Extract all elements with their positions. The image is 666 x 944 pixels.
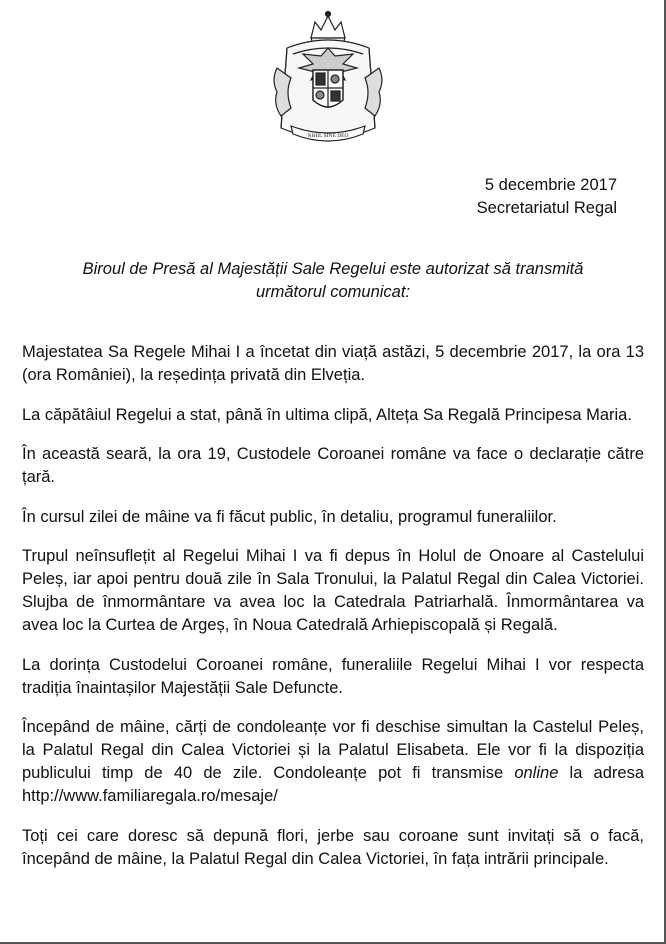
condolences-text-after: la adresa http://www.familiaregala.ro/mesaje/	[22, 764, 645, 805]
paragraph-tradition: La dorința Custodelui Coroanei române, funeraliile Regelui Mihai I vor respecta tradiția înaintașilor Majestății Sale Defuncte.	[22, 655, 644, 697]
paragraph-lying-in-state: Trupul neînsuflețit al Regelui Mihai I va fi depus în Holul de Onoare al Castelului Peleș, iar apoi pentru două zile în Sala Tronului, la Palatul Regal din Calea Victoriei. Slujba de înmormântare va avea loc la Catedrala Patriarhală. Înmormântarea va avea loc la Curtea de Argeș, în Noua Catedrală Arhiepiscopală și Regală.	[22, 547, 644, 634]
communique-body	[22, 341, 644, 887]
paragraph-evening-declaration: În această seară, la ora 19, Custodele Coroanei române va face o declarație către țară.	[22, 445, 644, 486]
svg-text:NIHIL SINE DEO: NIHIL SINE DEO	[307, 133, 349, 139]
paragraph-funeral-program: În cursul zilei de mâine va fi făcut public, în detaliu, programul funeraliilor.	[22, 507, 557, 526]
issuing-office: Secretariatul Regal	[476, 199, 617, 217]
paragraph-condolences	[22, 716, 644, 808]
release-date: 5 decembrie 2017	[484, 176, 617, 194]
paragraph-flowers-invitation: Toți cei care doresc să depună flori, jerbe sau coroane sunt invitați să o facă, începând de mâine, la Palatul Regal din Calea Victoriei, în fața intrării principale.	[22, 826, 644, 868]
royal-coat-of-arms-icon	[263, 8, 393, 154]
press-intro	[40, 258, 626, 304]
intro-line-1: Biroul de Presă al Majestății Sale Regelui este autorizat să transmită	[82, 260, 584, 278]
condolences-text-before: Începând de mâine, cărți de condoleanțe vor fi deschise simultan la Castelul Peleș, la Palatul Regal din Calea Victoriei și la Palatul Elisabeta. Ele vor fi la dispoziția publicului timp de 40 de zile. Condoleanțe pot fi transmise	[22, 718, 644, 782]
intro-line-2: următorul comunicat:	[255, 283, 411, 301]
paragraph-bedside: La căpătâiul Regelui a stat, până în ultima clipă, Alteța Sa Regală Principesa Maria.	[22, 405, 632, 424]
paragraph-death-announcement: Majestatea Sa Regele Mihai I a încetat din viață astăzi, 5 decembrie 2017, la ora 13 (ora României), la reședința privată din Elveția.	[22, 343, 644, 384]
letter-header	[477, 174, 617, 220]
condolences-online-emphasis: online	[514, 764, 559, 782]
